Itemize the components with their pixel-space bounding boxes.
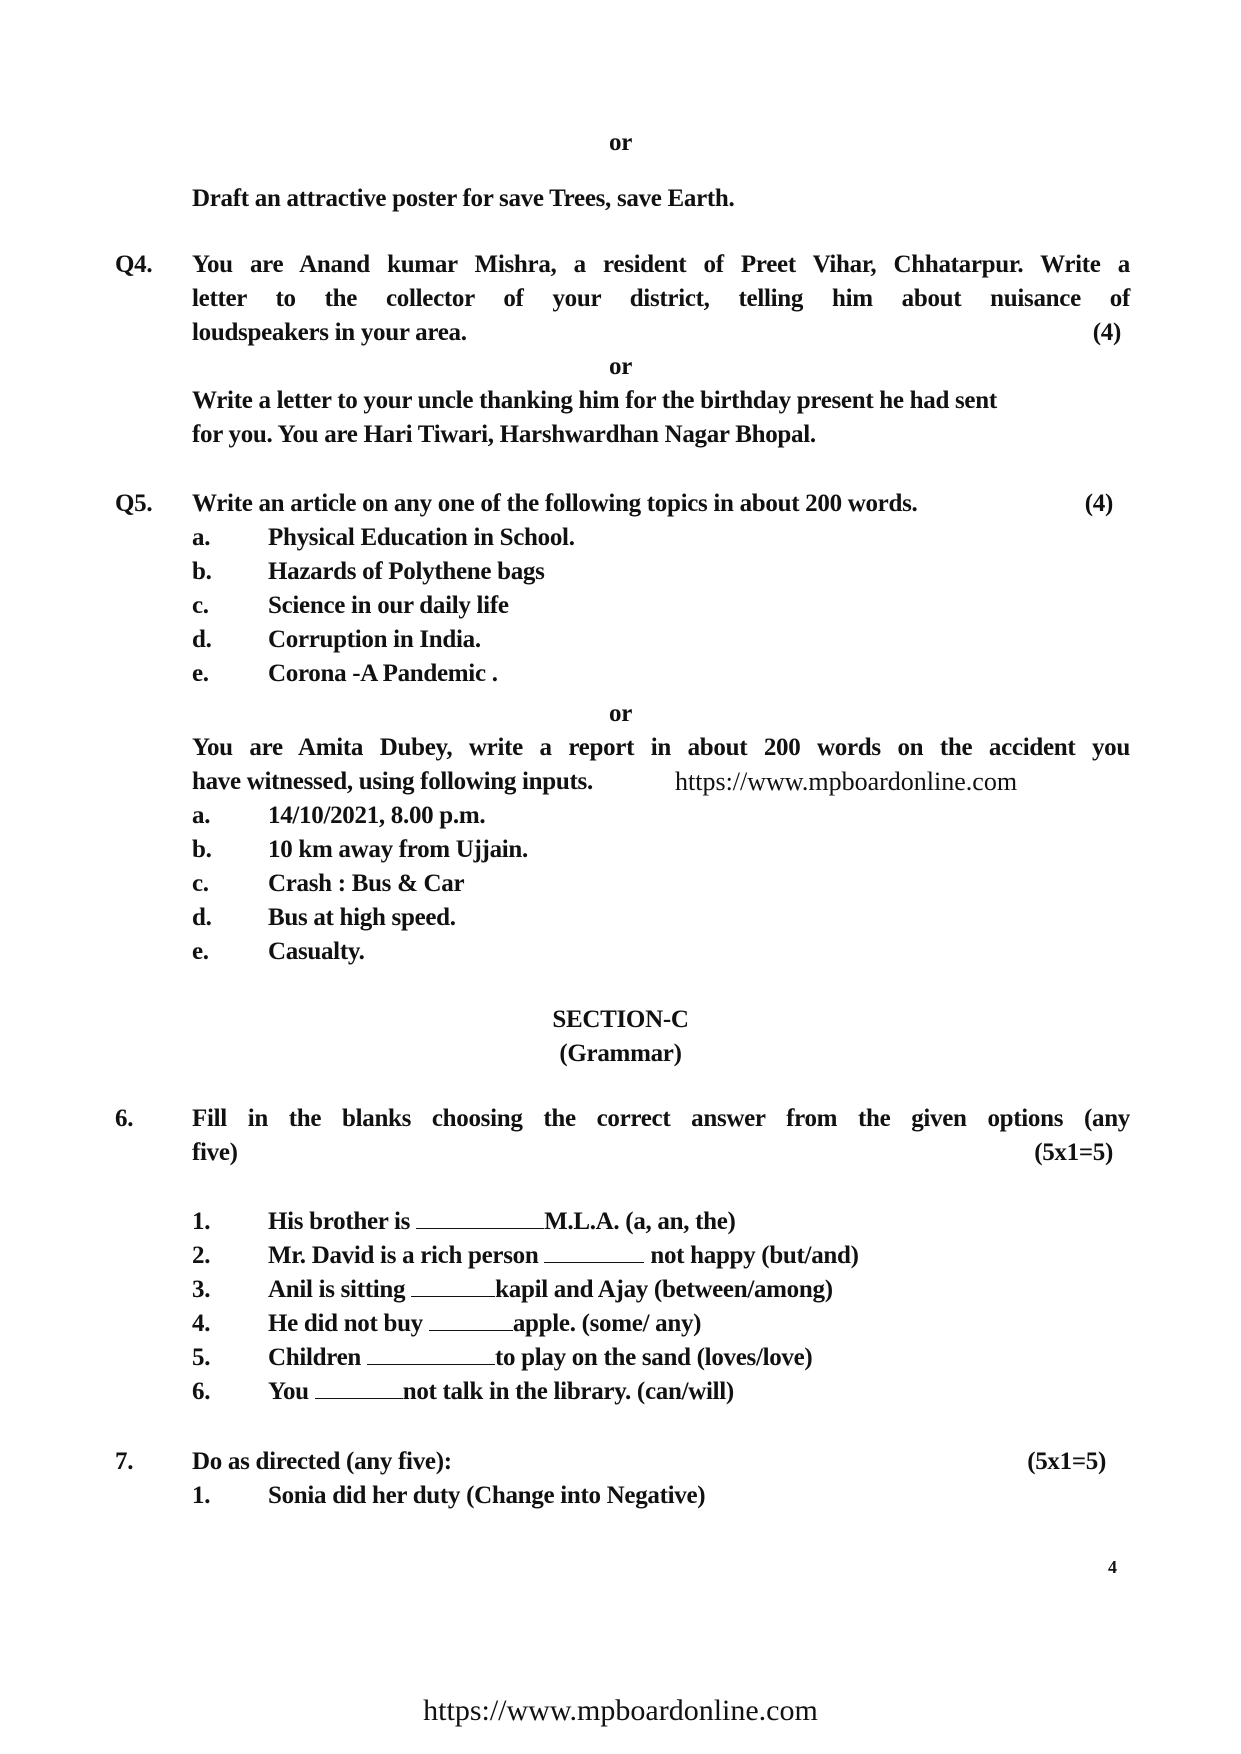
or-separator: or: [609, 129, 632, 156]
fill-blank-item: He did not buy apple. (some/ any): [268, 1310, 702, 1337]
question-text-line: have witnessed, using following inputs.: [192, 768, 593, 795]
question-text-line: loudspeakers in your area.: [192, 319, 467, 346]
list-label: 3.: [192, 1276, 211, 1303]
answer-blank[interactable]: [411, 1274, 495, 1297]
question-text-line: You are Anand kumar Mishra, a resident of Preet Vihar, Chhatarpur. Write a: [192, 251, 1130, 278]
question-marks: (4): [1084, 490, 1113, 517]
answer-blank[interactable]: [315, 1376, 403, 1399]
list-item: Physical Education in School.: [268, 524, 575, 551]
list-item: Sonia did her duty (Change into Negative): [268, 1482, 706, 1509]
list-item: Hazards of Polythene bags: [268, 558, 545, 585]
or-separator: or: [609, 700, 632, 727]
question-text-line: Write an article on any one of the following topics in about 200 words.: [192, 490, 918, 517]
list-label: 1.: [192, 1208, 211, 1235]
or-separator: or: [609, 353, 632, 380]
fill-blank-item: Anil is sitting kapil and Ajay (between/among): [268, 1276, 833, 1303]
list-label: d.: [192, 904, 212, 931]
question-number: Q4.: [115, 251, 153, 278]
answer-blank[interactable]: [429, 1308, 513, 1331]
fill-blank-item: Children to play on the sand (loves/love): [268, 1344, 813, 1371]
list-label: a.: [192, 524, 211, 551]
answer-blank[interactable]: [544, 1240, 644, 1263]
watermark-url-link[interactable]: https://www.mpboardonline.com: [675, 767, 1018, 796]
question-text-line: Fill in the blanks choosing the correct answer from the given options (any: [192, 1105, 1130, 1132]
question-number: Q5.: [115, 490, 153, 517]
list-item: Crash : Bus & Car: [268, 870, 465, 897]
fill-blank-item: You not talk in the library. (can/will): [268, 1378, 734, 1405]
question-number: 7.: [115, 1448, 134, 1475]
list-label: a.: [192, 802, 211, 829]
section-title: SECTION-C: [552, 1006, 689, 1033]
question-text-line: You are Amita Dubey, write a report in about 200 words on the accident you: [192, 734, 1130, 761]
answer-blank[interactable]: [367, 1342, 495, 1365]
question-text-line: letter to the collector of your district, telling him about nuisance of: [192, 285, 1130, 312]
question-marks: (5x1=5): [1027, 1448, 1106, 1475]
list-label: c.: [192, 870, 209, 897]
question-number: 6.: [115, 1105, 134, 1132]
list-label: 5.: [192, 1344, 211, 1371]
question-text-line: five): [192, 1139, 238, 1166]
question-marks: (4): [1092, 319, 1121, 346]
list-item: Bus at high speed.: [268, 904, 456, 931]
answer-blank[interactable]: [416, 1206, 544, 1229]
page-number: 4: [1108, 1557, 1117, 1577]
list-label: b.: [192, 836, 212, 863]
fill-blank-item: His brother is M.L.A. (a, an, the): [268, 1208, 736, 1235]
list-item: 10 km away from Ujjain.: [268, 836, 528, 863]
list-item: Corruption in India.: [268, 626, 481, 653]
footer-url-link[interactable]: https://www.mpboardonline.com: [423, 1694, 818, 1727]
poster-question-text: Draft an attractive poster for save Trees, save Earth.: [192, 185, 735, 212]
list-item: Corona -A Pandemic .: [268, 660, 498, 687]
question-text-line: Write a letter to your uncle thanking him for the birthday present he had sent: [192, 387, 997, 414]
list-item: 14/10/2021, 8.00 p.m.: [268, 802, 486, 829]
list-label: 6.: [192, 1378, 211, 1405]
list-item: Science in our daily life: [268, 592, 509, 619]
question-text-line: for you. You are Hari Tiwari, Harshwardhan Nagar Bhopal.: [192, 421, 816, 448]
list-label: e.: [192, 660, 209, 687]
list-label: e.: [192, 938, 209, 965]
list-label: 1.: [192, 1482, 211, 1509]
fill-blank-item: Mr. David is a rich person not happy (but/and): [268, 1242, 859, 1269]
section-subtitle: (Grammar): [559, 1040, 682, 1067]
question-marks: (5x1=5): [1034, 1139, 1113, 1166]
question-text-line: Do as directed (any five):: [192, 1448, 452, 1475]
list-item: Casualty.: [268, 938, 365, 965]
list-label: 2.: [192, 1242, 211, 1269]
list-label: d.: [192, 626, 212, 653]
list-label: 4.: [192, 1310, 211, 1337]
list-label: b.: [192, 558, 212, 585]
list-label: c.: [192, 592, 209, 619]
